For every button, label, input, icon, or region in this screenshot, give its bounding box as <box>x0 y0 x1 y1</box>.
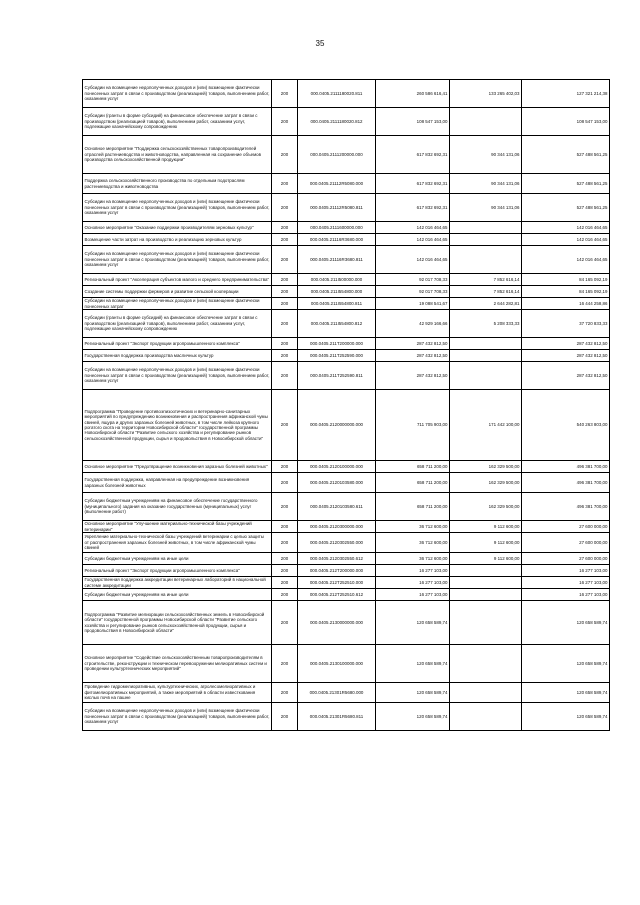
row-kbk: 000.0405.2111180020.811 <box>298 80 376 108</box>
row-value-1: 142 016 464,65 <box>376 234 450 246</box>
table-row <box>83 298 610 310</box>
row-value-1: 42 929 166,66 <box>376 310 450 338</box>
row-value-2 <box>450 362 522 390</box>
row-value-1: 92 017 708,33 <box>376 286 450 298</box>
row-value-1: 142 016 464,65 <box>376 222 450 234</box>
row-value-3: 84 165 092,19 <box>522 286 610 298</box>
table-row <box>83 601 610 645</box>
row-value-3: 84 165 092,19 <box>522 274 610 286</box>
row-name: Субсидии на возмещение недополученных доходов и (или) возмещение фактически понесенных затрат <box>83 298 272 310</box>
table-row <box>83 338 610 350</box>
row-value-2: 162 329 500,00 <box>450 461 522 473</box>
row-kbk: 000.0405.211I554800.812 <box>298 310 376 338</box>
row-value-2 <box>450 645 522 683</box>
row-name: Основное мероприятие "Оказание поддержки производителям зерновых культур" <box>83 222 272 234</box>
row-value-2: 162 329 500,00 <box>450 493 522 521</box>
row-name: Государственная поддержка, направленная на предупреждение возникновения заразных болезней животных <box>83 473 272 493</box>
row-value-3: 540 263 803,00 <box>522 390 610 461</box>
row-value-1: 120 658 589,74 <box>376 703 450 731</box>
row-value-1: 617 832 692,31 <box>376 194 450 222</box>
row-kbk: 000.0405.212T200000.000 <box>298 565 376 577</box>
row-value-1: 142 016 464,65 <box>376 246 450 274</box>
row-name: Проведение гидромелиоративных, культуртехнических, агролесомелиоративных и фитомелиоративных мероприятий, а также мероприятий в области известкования кислых почв на пашне <box>83 683 272 703</box>
row-name: Государственная поддержка производства масличных культур <box>83 350 272 362</box>
row-value-3: 142 016 464,65 <box>522 246 610 274</box>
row-value-2: 133 265 402,03 <box>450 80 522 108</box>
row-name: Субсидии на возмещение недополученных доходов и (или) возмещение фактически понесенных затрат в связи с производством (реализацией) товаров, выполнением работ, оказанием услуг <box>83 246 272 274</box>
table-row <box>83 390 610 461</box>
row-value-2 <box>450 601 522 645</box>
row-code: 200 <box>272 338 298 350</box>
table-row <box>83 703 610 731</box>
row-kbk: 000.0405.212T252510.000 <box>298 577 376 589</box>
row-value-1: 36 712 600,00 <box>376 553 450 565</box>
row-kbk: 000.0405.21301R5680.000 <box>298 683 376 703</box>
row-name: Субсидии на возмещение недополученных доходов и (или) возмещение фактически понесенных затрат в связи с производством (реализацией) товаров, выполнением работ, оказанием услуг <box>83 194 272 222</box>
row-value-1: 711 705 903,00 <box>376 390 450 461</box>
row-value-3: 142 016 464,65 <box>522 222 610 234</box>
row-name: Подпрограмма "Развитие мелиорации сельскохозяйственных земель в Новосибирской области" государственной программы Новосибирской области "Развитие сельского хозяйства и регулирование рынков сельскохозяйственной продукции, сырья и продовольствия в Новосибирской области" <box>83 601 272 645</box>
row-value-2: 171 442 100,00 <box>450 390 522 461</box>
row-value-3: 120 658 589,74 <box>522 703 610 731</box>
row-code: 200 <box>272 222 298 234</box>
row-value-1: 108 547 153,00 <box>376 108 450 136</box>
row-kbk: 000.0405.2130100000.000 <box>298 645 376 683</box>
row-code: 200 <box>272 703 298 731</box>
row-value-2: 7 852 616,14 <box>450 274 522 286</box>
row-name: Возмещение части затрат на производство и реализацию зерновых культур <box>83 234 272 246</box>
row-code: 200 <box>272 362 298 390</box>
row-value-3: 496 381 700,00 <box>522 473 610 493</box>
table-row <box>83 589 610 601</box>
row-code: 200 <box>272 493 298 521</box>
table-row <box>83 461 610 473</box>
row-code: 200 <box>272 194 298 222</box>
table-row <box>83 473 610 493</box>
row-value-1: 120 658 589,74 <box>376 601 450 645</box>
row-value-1: 92 017 708,33 <box>376 274 450 286</box>
row-value-3: 287 432 812,50 <box>522 362 610 390</box>
row-value-2 <box>450 338 522 350</box>
row-code: 200 <box>272 473 298 493</box>
row-name: Государственная поддержка аккредитации ветеринарных лабораторий в национальной системе аккредитации <box>83 577 272 589</box>
row-name: Субсидии бюджетным учреждениям на иные цели <box>83 553 272 565</box>
table-row <box>83 645 610 683</box>
row-name: Поддержка сельскохозяйственного производства по отдельным подотраслям растениеводства и животноводства <box>83 174 272 194</box>
row-code: 200 <box>272 350 298 362</box>
row-kbk: 000.0405.2111600000.000 <box>298 222 376 234</box>
row-code: 200 <box>272 310 298 338</box>
row-kbk: 000.0405.211T252590.000 <box>298 350 376 362</box>
row-value-3: 16 277 103,00 <box>522 577 610 589</box>
table-row <box>83 80 610 108</box>
row-kbk: 000.0405.211I500000.000 <box>298 274 376 286</box>
row-value-1: 287 432 812,50 <box>376 350 450 362</box>
row-value-3: 27 600 000,00 <box>522 533 610 553</box>
row-name: Субсидии на возмещение недополученных доходов и (или) возмещение фактически понесенных затрат в связи с производством (реализацией) товаров, выполнением работ, оказанием услуг <box>83 362 272 390</box>
row-value-3: 16 277 103,00 <box>522 589 610 601</box>
row-name: Укрепление материально-технической базы учреждений ветеринарии с целью защиты от распространения заразных болезней животных, в том числе африканской чумы свиней <box>83 533 272 553</box>
table-row <box>83 246 610 274</box>
page-number: 35 <box>315 39 325 48</box>
row-kbk: 000.0405.21116R3680.000 <box>298 234 376 246</box>
row-code: 200 <box>272 390 298 461</box>
row-name: Региональный проект "Экспорт продукции агропромышленного комплекса" <box>83 565 272 577</box>
row-value-1: 19 088 541,67 <box>376 298 450 310</box>
row-code: 200 <box>272 601 298 645</box>
table-row <box>83 222 610 234</box>
row-value-1: 120 658 589,74 <box>376 683 450 703</box>
table-row <box>83 136 610 174</box>
row-name: Основное мероприятие "Улучшение материально-технической базы учреждений ветеринарии" <box>83 521 272 533</box>
row-kbk: 000.0405.21116R3680.811 <box>298 246 376 274</box>
table-row <box>83 493 610 521</box>
table-row <box>83 350 610 362</box>
row-name: Субсидии (гранты в форме субсидий) на финансовое обеспечение затрат в связи с производством (реализацией товаров), выполнением работ, оказанием услуг, подлежащие казначейскому сопровождению <box>83 108 272 136</box>
row-code: 200 <box>272 645 298 683</box>
row-value-2: 9 112 600,00 <box>450 553 522 565</box>
row-code: 200 <box>272 286 298 298</box>
row-value-3: 496 381 700,00 <box>522 493 610 521</box>
row-kbk: 000.0405.211I554800.811 <box>298 298 376 310</box>
table-row <box>83 274 610 286</box>
row-value-1: 287 432 812,50 <box>376 338 450 350</box>
budget-table <box>82 79 610 731</box>
row-code: 200 <box>272 108 298 136</box>
row-value-1: 16 277 103,00 <box>376 589 450 601</box>
row-value-3: 27 600 000,00 <box>522 553 610 565</box>
row-value-3: 527 488 561,25 <box>522 136 610 174</box>
row-value-2 <box>450 108 522 136</box>
row-name: Основное мероприятие "Предотвращение возникновения заразных болезней животных" <box>83 461 272 473</box>
row-code: 200 <box>272 577 298 589</box>
row-name: Создание системы поддержки фермеров и развитие сельской кооперации <box>83 286 272 298</box>
row-value-3: 527 488 561,25 <box>522 174 610 194</box>
row-kbk: 000.0405.2120300000.000 <box>298 521 376 533</box>
row-value-2 <box>450 589 522 601</box>
table-row <box>83 553 610 565</box>
row-value-2 <box>450 234 522 246</box>
row-code: 200 <box>272 136 298 174</box>
row-code: 200 <box>272 246 298 274</box>
table-row <box>83 683 610 703</box>
row-code: 200 <box>272 298 298 310</box>
row-kbk: 000.0405.21112R5080.000 <box>298 174 376 194</box>
row-value-1: 617 832 692,31 <box>376 174 450 194</box>
row-code: 200 <box>272 683 298 703</box>
row-name: Субсидии бюджетным учреждениям на иные цели <box>83 589 272 601</box>
table-row <box>83 565 610 577</box>
row-value-2: 90 344 131,06 <box>450 174 522 194</box>
row-value-3: 120 658 589,74 <box>522 645 610 683</box>
table-row <box>83 108 610 136</box>
row-value-1: 16 277 103,00 <box>376 565 450 577</box>
row-kbk: 000.0405.2111200000.000 <box>298 136 376 174</box>
row-value-3: 16 444 258,86 <box>522 298 610 310</box>
row-value-2: 9 112 600,00 <box>450 521 522 533</box>
row-value-2 <box>450 222 522 234</box>
table-row <box>83 533 610 553</box>
row-kbk: 000.0405.21112R5080.811 <box>298 194 376 222</box>
row-value-3: 16 277 103,00 <box>522 565 610 577</box>
row-value-3: 27 600 000,00 <box>522 521 610 533</box>
row-code: 200 <box>272 80 298 108</box>
row-name: Субсидии на возмещение недополученных доходов и (или) возмещение фактически понесенных затрат в связи с производством (реализацией) товаров, выполнением работ, оказанием услуг <box>83 703 272 731</box>
row-code: 200 <box>272 589 298 601</box>
row-value-2: 162 329 500,00 <box>450 473 522 493</box>
row-code: 200 <box>272 565 298 577</box>
row-name: Основное мероприятие "Содействие сельскохозяйственным товаропроизводителям в строительстве, реконструкции и техническом перевооружении мелиоративных систем и проведении культуртехнических мероприятий" <box>83 645 272 683</box>
row-kbk: 000.0405.2120302550.612 <box>298 553 376 565</box>
row-value-1: 36 712 600,00 <box>376 533 450 553</box>
row-value-3: 37 720 833,33 <box>522 310 610 338</box>
row-value-1: 658 711 200,00 <box>376 461 450 473</box>
row-code: 200 <box>272 533 298 553</box>
row-value-3: 127 321 214,38 <box>522 80 610 108</box>
row-kbk: 000.0405.211T200000.000 <box>298 338 376 350</box>
row-name: Региональный проект "Акселерация субъектов малого и среднего предпринимательства" <box>83 274 272 286</box>
row-name: Подпрограмма "Проведение противоэпизоотических и ветеринарно-санитарных мероприятий по предупреждению возникновения и распространения африканской чумы свиней, ящура и других заразных болезней животных, в том числе лейкоза крупного рогатого скота на территории Новосибирской области" государственной программы Новосибирской области "Развитие сельского хозяйства и регулирование рынков сельскохозяйственной продукции, сырья и продовольствия в Новосибирской области" <box>83 390 272 461</box>
row-code: 200 <box>272 553 298 565</box>
row-kbk: 000.0405.2120103580.000 <box>298 473 376 493</box>
row-value-3: 527 488 561,25 <box>522 194 610 222</box>
row-kbk: 000.0405.212T252510.612 <box>298 589 376 601</box>
row-kbk: 000.0405.2120103580.611 <box>298 493 376 521</box>
row-value-2 <box>450 703 522 731</box>
table-row <box>83 174 610 194</box>
row-kbk: 000.0405.2111180020.812 <box>298 108 376 136</box>
row-value-3: 287 432 812,50 <box>522 350 610 362</box>
row-kbk: 000.0405.2130000000.000 <box>298 601 376 645</box>
row-value-1: 658 711 200,00 <box>376 473 450 493</box>
row-name: Региональный проект "Экспорт продукции агропромышленного комплекса" <box>83 338 272 350</box>
row-code: 200 <box>272 234 298 246</box>
row-code: 200 <box>272 174 298 194</box>
row-value-1: 260 586 616,41 <box>376 80 450 108</box>
row-value-2: 9 112 600,00 <box>450 533 522 553</box>
row-value-1: 120 658 589,74 <box>376 645 450 683</box>
row-code: 200 <box>272 461 298 473</box>
table-row <box>83 194 610 222</box>
row-code: 200 <box>272 521 298 533</box>
row-code: 200 <box>272 274 298 286</box>
table-row <box>83 362 610 390</box>
row-value-1: 287 432 812,50 <box>376 362 450 390</box>
row-value-2: 90 344 131,06 <box>450 136 522 174</box>
row-value-3: 108 547 153,00 <box>522 108 610 136</box>
row-value-1: 658 711 200,00 <box>376 493 450 521</box>
row-value-2 <box>450 246 522 274</box>
row-value-2: 2 644 282,81 <box>450 298 522 310</box>
row-name: Субсидии (гранты в форме субсидий) на финансовое обеспечение затрат в связи с производством (реализацией товаров), выполнением работ, оказанием услуг, подлежащие казначейскому сопровождению <box>83 310 272 338</box>
row-value-2: 5 208 333,33 <box>450 310 522 338</box>
row-kbk: 000.0405.211T252590.811 <box>298 362 376 390</box>
row-kbk: 000.0405.211I554800.000 <box>298 286 376 298</box>
row-value-3: 120 658 589,74 <box>522 601 610 645</box>
row-kbk: 000.0405.2120000000.000 <box>298 390 376 461</box>
row-kbk: 000.0405.2120100000.000 <box>298 461 376 473</box>
row-value-3: 496 381 700,00 <box>522 461 610 473</box>
row-name: Субсидии на возмещение недополученных доходов и (или) возмещение фактически понесенных затрат в связи с производством (реализацией) товаров, выполнением работ, оказанием услуг <box>83 80 272 108</box>
row-value-2: 90 344 131,06 <box>450 194 522 222</box>
row-kbk: 000.0405.2120302550.000 <box>298 533 376 553</box>
budget-table-body <box>83 80 610 731</box>
row-value-3: 120 658 589,74 <box>522 683 610 703</box>
row-value-3: 142 016 464,65 <box>522 234 610 246</box>
row-value-2: 7 852 616,14 <box>450 286 522 298</box>
row-value-1: 16 277 103,00 <box>376 577 450 589</box>
row-value-1: 36 712 600,00 <box>376 521 450 533</box>
table-row <box>83 310 610 338</box>
row-kbk: 000.0405.21301R5680.811 <box>298 703 376 731</box>
row-value-2 <box>450 350 522 362</box>
row-value-3: 287 432 812,50 <box>522 338 610 350</box>
row-name: Основное мероприятие "Поддержка сельскохозяйственных товаропроизводителей отраслей растениеводства и животноводства, направленная на сохранение объемов производства сельскохозяйственной продукции" <box>83 136 272 174</box>
row-value-2 <box>450 565 522 577</box>
row-name: Субсидии бюджетным учреждениям на финансовое обеспечение государственного (муниципального) задания на оказание государственных (муниципальных) услуг (выполнение работ) <box>83 493 272 521</box>
row-value-2 <box>450 577 522 589</box>
row-value-1: 617 832 692,31 <box>376 136 450 174</box>
table-row <box>83 577 610 589</box>
row-value-2 <box>450 683 522 703</box>
table-row <box>83 286 610 298</box>
table-row <box>83 234 610 246</box>
table-row <box>83 521 610 533</box>
